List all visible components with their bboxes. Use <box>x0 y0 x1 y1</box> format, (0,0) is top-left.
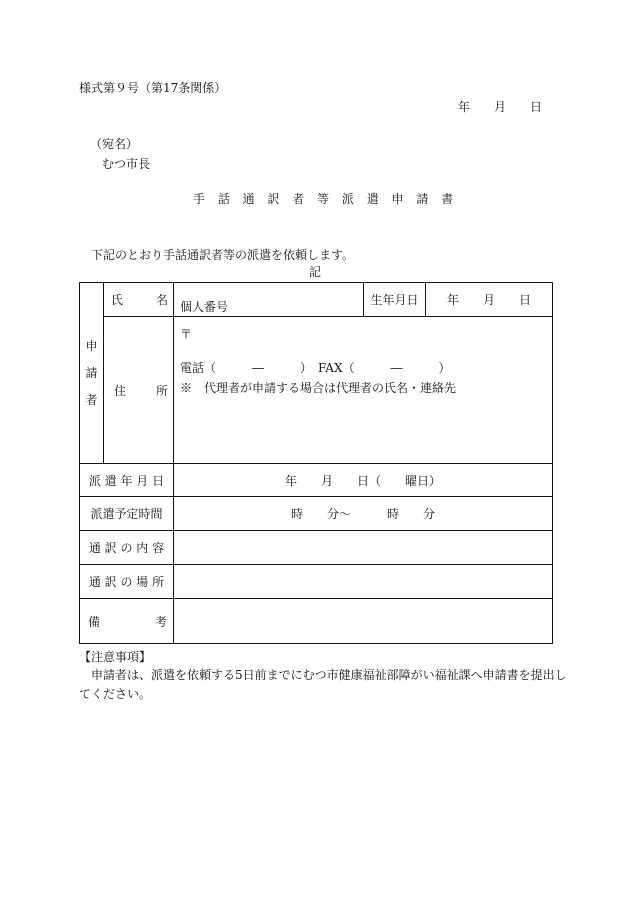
notes-heading: 【注意事項】 <box>79 650 152 664</box>
name-row <box>80 283 553 317</box>
application-table <box>79 282 553 644</box>
name-label: 氏 名 <box>104 283 174 317</box>
address-row <box>80 317 553 464</box>
intro-text: 下記のとおり手話通訳者等の派遣を依頼します。 <box>91 248 355 262</box>
notes-line-2: てください。 <box>79 687 152 701</box>
address-field[interactable] <box>174 317 553 464</box>
dispatch-date-label: 派 遣 年 月 日 <box>80 464 174 497</box>
remarks-row <box>80 599 553 644</box>
form-number: 様式第９号（第17条関係） <box>79 81 227 95</box>
address-label: 住 所 <box>104 317 174 464</box>
remarks-label: 備 考 <box>80 599 174 644</box>
content-label: 通 訳 の 内 容 <box>80 531 174 565</box>
mynumber-label: 個人番号 <box>180 300 229 314</box>
dispatch-date-field[interactable]: 年 月 日（ 曜日） <box>174 464 553 497</box>
content-field[interactable] <box>174 531 553 565</box>
dob-field[interactable]: 年 月 日 <box>426 283 553 317</box>
page-title: 手 話 通 訳 者 等 派 遣 申 請 書 <box>193 192 454 206</box>
agent-note: ※ 代理者が申請する場合は代理者の氏名・連絡先 <box>180 381 457 395</box>
name-field[interactable] <box>174 283 364 317</box>
dob-label: 生年月日 <box>364 283 426 317</box>
remarks-field[interactable] <box>174 599 553 644</box>
place-field[interactable] <box>174 565 553 599</box>
place-label: 通 訳 の 場 所 <box>80 565 174 599</box>
addressee-label: （宛名） <box>90 137 139 151</box>
addressee: むつ市長 <box>102 157 151 171</box>
content-row <box>80 531 553 565</box>
application-date: 年 月 日 <box>458 100 543 114</box>
notes-line-1: 申請者は、派遣を依頼する5日前までにむつ市健康福祉部障がい福祉課へ申請書を提出し <box>91 668 567 682</box>
applicant-label: 申 請 者 <box>80 283 104 464</box>
dispatch-time-label: 派遣予定時間 <box>80 497 174 531</box>
place-row <box>80 565 553 599</box>
dispatch-time-field[interactable]: 時 分～ 時 分 <box>174 497 553 531</box>
ki-heading: 記 <box>309 265 322 279</box>
dispatch-time-row <box>80 497 553 531</box>
phone-fax-line: 電話（ ― ） FAX（ ― ） <box>180 361 451 375</box>
postal-mark: 〒 <box>180 327 193 341</box>
dispatch-date-row <box>80 464 553 497</box>
